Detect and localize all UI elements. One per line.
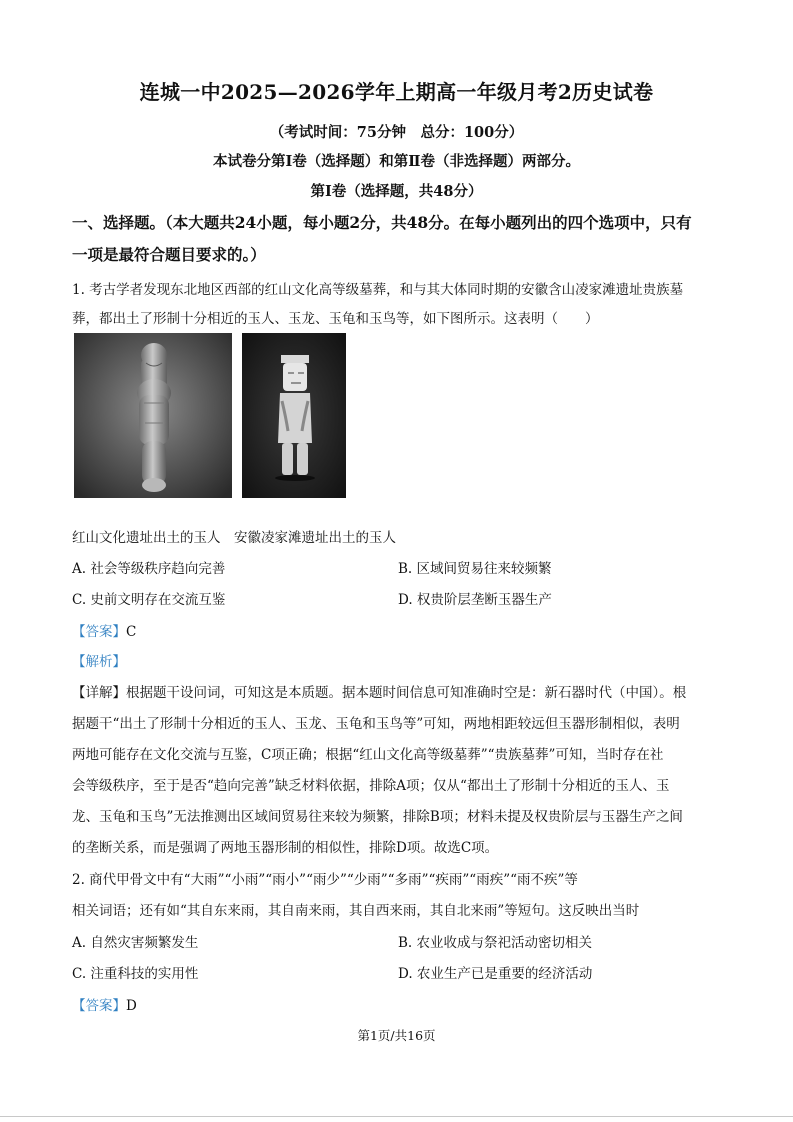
exam-title: 连城一中2025—2026学年上期高一年级月考2历史试卷 (139, 80, 654, 104)
q1-option-d: D. 权贵阶层垄断玉器生产 (398, 592, 552, 608)
q2-option-d: D. 农业生产已是重要的经济活动 (398, 966, 593, 982)
q2-answer-tag: 【答案】 (72, 998, 126, 1014)
q1-detail-line6: 的垄断关系，而是强调了两地玉器形制的相似性，排除D项。故选C项。 (72, 840, 499, 856)
q1-detail-line4: 会等级秩序，至于是否“趋向完善”缺乏材料依据，排除A项；仅从“都出土了形制十分相近的玉人、玉 (72, 778, 670, 794)
q1-detail-text: 根据题干设问词，可知这是本质题。据本题时间信息可知准确时空是：新石器时代（中国）。根 (126, 685, 687, 701)
q1-detail-line3: 两地可能存在文化交流与互鉴，C项正确；根据“红山文化高等级墓葬”“贵族墓葬”可知，当时存在社 (72, 747, 664, 763)
q1-image-caption: 红山文化遗址出土的玉人 安徽凌家滩遗址出土的玉人 (72, 530, 396, 546)
q2-option-b: B. 农业收成与祭祀活动密切相关 (398, 935, 593, 951)
q2-answer (72, 994, 137, 1014)
q2-stem-line1: 2. 商代甲骨文中有“大雨”“小雨”“雨小”“雨少”“少雨”“多雨”“疾雨”“雨疾”“雨不疾”等 (72, 872, 578, 888)
hongshan-jade-figure-photo (74, 333, 232, 498)
q1-detail-line1 (72, 681, 686, 701)
q2-option-c: C. 注重科技的实用性 (72, 966, 199, 982)
q1-stem-line2: 葬，都出土了形制十分相近的玉人、玉龙、玉龟和玉鸟等，如下图所示。这表明（ ） (72, 311, 599, 327)
q2-option-a: A. 自然灾害频繁发生 (72, 935, 199, 951)
q1-analysis-tag: 【解析】 (72, 654, 126, 670)
lingjiatan-jade-figure-photo (242, 333, 346, 498)
q1-answer-tag: 【答案】 (72, 624, 126, 640)
exam-time-score: （考试时间：75分钟 总分：100分） (269, 124, 524, 141)
q1-answer (72, 620, 136, 640)
page-bottom-rule (0, 1116, 793, 1117)
q1-detail-line2: 据题干“出土了形制十分相近的玉人、玉龙、玉龟和玉鸟等”可知，两地相距较远但玉器形制相似，表明 (72, 716, 680, 732)
q1-answer-value: C (126, 624, 137, 640)
section-heading-line2: 一项是最符合题目要求的。） (72, 245, 266, 264)
section-heading-line1: 一、选择题。（本大题共24小题，每小题2分，共48分。在每小题列出的四个选项中，只有 (72, 213, 692, 232)
exam-structure: 本试卷分第Ⅰ卷（选择题）和第Ⅱ卷（非选择题）两部分。 (212, 153, 580, 170)
q1-option-a: A. 社会等级秩序趋向完善 (72, 561, 226, 577)
q2-stem-line2: 相关词语；还有如“其自东来雨，其自南来雨，其自西来雨，其自北来雨”等短句。这反映出当时 (72, 903, 640, 919)
q1-option-b: B. 区域间贸易往来较频繁 (398, 561, 552, 577)
part1-heading: 第Ⅰ卷（选择题，共48分） (310, 183, 483, 200)
q1-detail-tag: 【详解】 (72, 685, 126, 701)
q1-option-c: C. 史前文明存在交流互鉴 (72, 592, 226, 608)
q1-detail-line5: 龙、玉龟和玉鸟”无法推测出区域间贸易往来较为频繁，排除B项；材料未提及权贵阶层与玉器生产之间 (72, 809, 683, 825)
q2-answer-value: D (126, 998, 137, 1014)
page-footer: 第1页/共16页 (357, 1028, 436, 1043)
q1-stem-line1: 1. 考古学者发现东北地区西部的红山文化高等级墓葬，和与其大体同时期的安徽含山凌家滩遗址贵族墓 (72, 282, 684, 298)
